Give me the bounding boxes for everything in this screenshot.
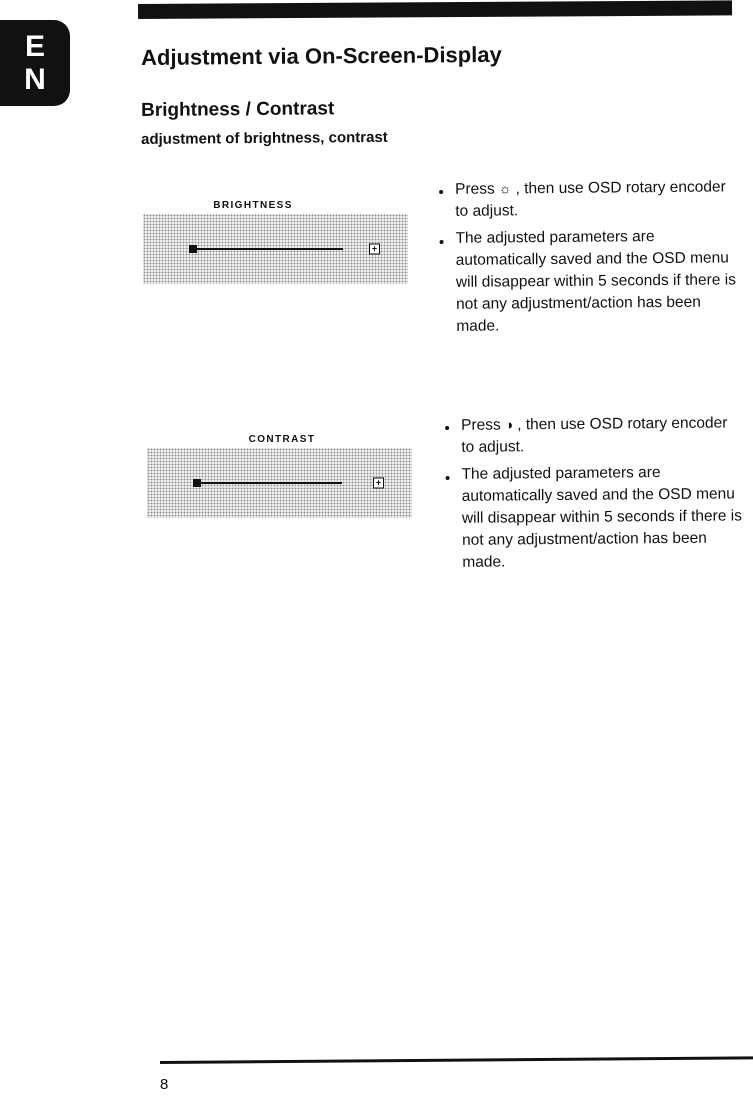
language-tab bbox=[0, 20, 70, 106]
brightness-step-1 bbox=[437, 175, 737, 223]
contrast-osd-panel bbox=[147, 448, 412, 518]
brightness-osd bbox=[143, 200, 413, 300]
bottom-rule bbox=[160, 1056, 753, 1064]
contrast-slider-track bbox=[197, 482, 342, 484]
language-tab-line2: N bbox=[24, 63, 46, 96]
contrast-step-2: The adjusted parameters are automatically saved and the OSD menu will disappear within 5 seconds if there is not any adjustment/action has been made. bbox=[443, 461, 744, 574]
page-number: 8 bbox=[160, 1076, 169, 1093]
contrast-osd bbox=[147, 434, 417, 534]
brightness-step-2: The adjusted parameters are automatically saved and the OSD menu will disappear within 5 seconds if there is not any adjustment/action has been made. bbox=[437, 225, 738, 338]
top-rule bbox=[138, 0, 732, 19]
contrast-slider-knob bbox=[193, 479, 201, 487]
contrast-plus-icon: + bbox=[373, 478, 384, 489]
language-tab-line1: E bbox=[24, 30, 45, 63]
brightness-osd-label: BRIGHTNESS bbox=[213, 200, 293, 211]
contrast-instructions bbox=[443, 411, 744, 579]
brightness-step-1-after: , then use OSD rotary encoder to adjust. bbox=[455, 178, 726, 220]
brightness-osd-panel bbox=[143, 214, 408, 284]
contrast-step-1 bbox=[443, 411, 743, 459]
contrast-step-1-before: Press bbox=[461, 416, 501, 434]
brightness-instructions bbox=[437, 175, 738, 343]
section-title: Brightness / Contrast bbox=[141, 98, 335, 121]
brightness-step-1-before: Press bbox=[455, 180, 495, 198]
section-subtitle: adjustment of brightness, contrast bbox=[141, 128, 388, 148]
contrast-step-1-after: , then use OSD rotary encoder to adjust. bbox=[461, 414, 728, 456]
sun-icon: ☼ bbox=[498, 180, 512, 197]
brightness-slider-knob bbox=[189, 245, 197, 253]
page-title: Adjustment via On-Screen-Display bbox=[141, 41, 502, 70]
contrast-icon: ◑ bbox=[504, 416, 514, 433]
brightness-slider-track bbox=[193, 248, 343, 250]
brightness-plus-icon: + bbox=[369, 244, 380, 255]
contrast-osd-label: CONTRAST bbox=[248, 434, 316, 445]
